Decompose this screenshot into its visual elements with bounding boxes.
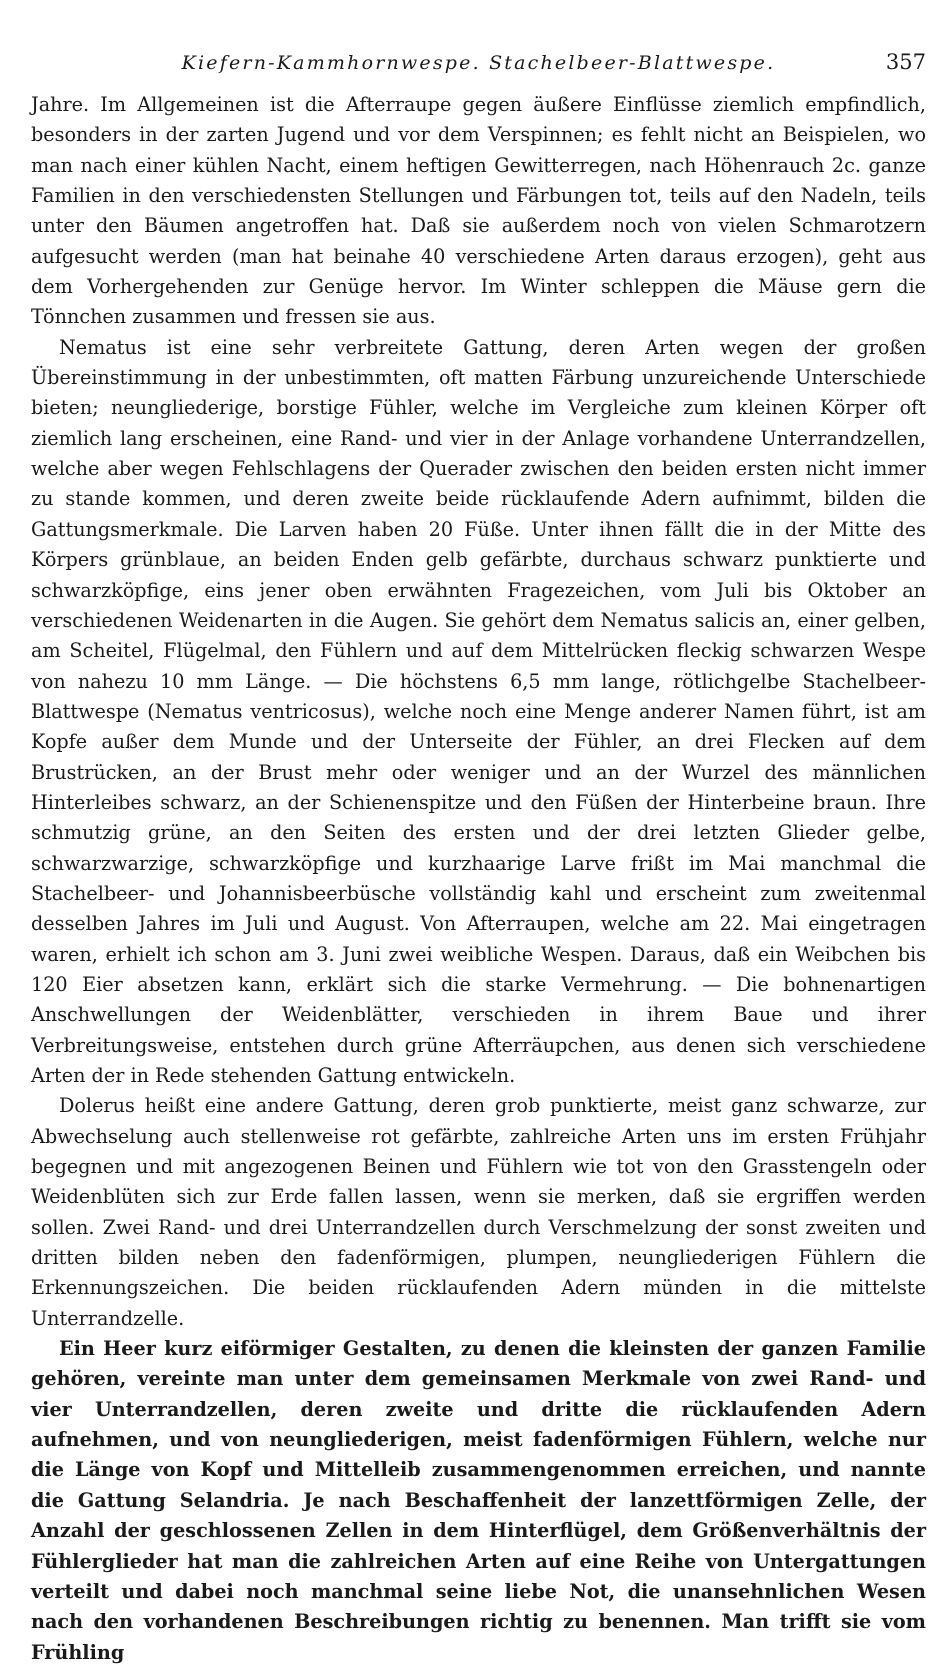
paragraph-continuation: Jahre. Im Allgemeinen ist die Afterraupe gegen äußere Einflüsse ziemlich empfindlich, besonders in der zarten Jugend und vor dem Verspinnen; es fehlt nicht an Beispielen, wo man nach einer kühlen Nacht, einem heftigen Gewitterregen, nach Höhenrauch 2c. ganze Familien in den verschiedensten Stellungen und Färbungen tot, teils auf den Nadeln, teils unter den Bäumen angetroffen hat. Daß sie außerdem noch von vielen Schmarotzern aufgesucht werden (man hat beinahe 40 verschiedene Arten daraus erzogen), geht aus dem Vorhergehenden zur Genüge hervor. Im Winter schleppen die Mäuse gern die Tönnchen zusammen und fressen sie aus. [31,93,926,329]
running-title: Kiefern-Kammhornwespe. Stachelbeer-Blattwespe. [181,52,776,74]
running-head [31,46,926,84]
paragraph-selandria: Ein Heer kurz eiförmiger Gestalten, zu denen die kleinsten der ganzen Familie gehören, vereinte man unter dem gemeinsamen Merkmale von zwei Rand- und vier Unterrandzellen, deren zweite und dritte die rücklaufenden Adern aufnehmen, und von neungliederigen, meist fadenförmigen Fühlern, welche nur die Länge von Kopf und Mittelleib zusammengenommen erreichen, und nannte die Gattung Selandria. Je nach Beschaffenheit der lanzettförmigen Zelle, der Anzahl der geschlossenen Zellen in dem Hinterflügel, dem Größenverhältnis der Fühlerglieder hat man die zahlreichen Arten auf eine Reihe von Untergattungen verteilt und dabei noch manchmal seine liebe Not, die unansehnlichen Wesen nach den vorhandenen Beschreibungen richtig zu benennen. Man trifft sie vom Frühling [31,1337,926,1664]
page-number: 357 [885,50,926,74]
paragraph-nematus: Nematus ist eine sehr verbreitete Gattung, deren Arten wegen der großen Übereinstimmung in der unbestimmten, oft matten Färbung unzureichende Unterschiede bieten; neungliederige, borstige Fühler, welche im Vergleiche zum kleinen Körper oft ziemlich lang erscheinen, eine Rand- und vier in der Anlage vorhandene Unterrandzellen, welche aber wegen Fehlschlagens der Querader zwischen den beiden ersten nicht immer zu stande kommen, und deren zweite beide rücklaufende Adern aufnimmt, bilden die Gattungsmerkmale. Die Larven haben 20 Füße. Unter ihnen fällt die in der Mitte des Körpers grünblaue, an beiden Enden gelb gefärbte, durchaus schwarz punktierte und schwarzköpfige, eins jener oben erwähnten Fragezeichen, vom Juli bis Oktober an verschiedenen Weidenarten in die Augen. Sie gehört dem Nematus salicis an, einer gelben, am Scheitel, Flügelmal, den Fühlern und auf dem Mittelrücken fleckig schwarzen Wespe von nahezu 10 mm Länge. — Die höchstens 6,5 mm lange, rötlichgelbe Stachelbeer-Blattwespe (Nematus ventricosus), welche noch eine Menge anderer Namen führt, ist am Kopfe außer dem Munde und der Unterseite der Fühler, an drei Flecken auf dem Brustrücken, an der Brust mehr oder weniger und an der Wurzel des männlichen Hinterleibes schwarz, an der Schienenspitze und den Füßen der Hinterbeine braun. Ihre schmutzig grüne, an den Seiten des ersten und der drei letzten Glieder gelbe, schwarzwarzige, schwarzköpfige und kurzhaarige Larve frißt im Mai manchmal die Stachelbeer- und Johannisbeerbüsche vollständig kahl und erscheint zum zweitenmal desselben Jahres im Juli und August. Von Afterraupen, welche am 22. Mai eingetragen waren, erhielt ich schon am 3. Juni zwei weibliche Wespen. Daraus, daß ein Weibchen bis 120 Eier absetzen kann, erklärt sich die starke Vermehrung. — Die bohnenartigen Anschwellungen der Weidenblätter, verschieden in ihrem Baue und ihrer Verbreitungsweise, entstehen durch grüne Afterräupchen, aus denen sich verschiedene Arten der in Rede stehenden Gattung entwickeln. [31,335,926,1087]
paragraph-dolerus: Dolerus heißt eine andere Gattung, deren grob punktierte, meist ganz schwarze, zur Abwechselung auch stellenweise rot gefärbte, zahlreiche Arten uns im ersten Frühjahr begegnen und mit angezogenen Beinen und Fühlern wie tot von den Grasstengeln oder Weidenblüten sich zur Erde fallen lassen, wenn sie merken, daß sie ergriffen werden sollen. Zwei Rand- und drei Unterrandzellen durch Verschmelzung der sonst zweiten und dritten bilden neben den fadenförmigen, plumpen, neungliederigen Fühlern die Erkennungszeichen. Die beiden rücklaufenden Adern münden in die mittelste Unterrandzelle. [31,1094,926,1330]
body-text [31,90,926,1668]
book-page [31,46,926,1668]
